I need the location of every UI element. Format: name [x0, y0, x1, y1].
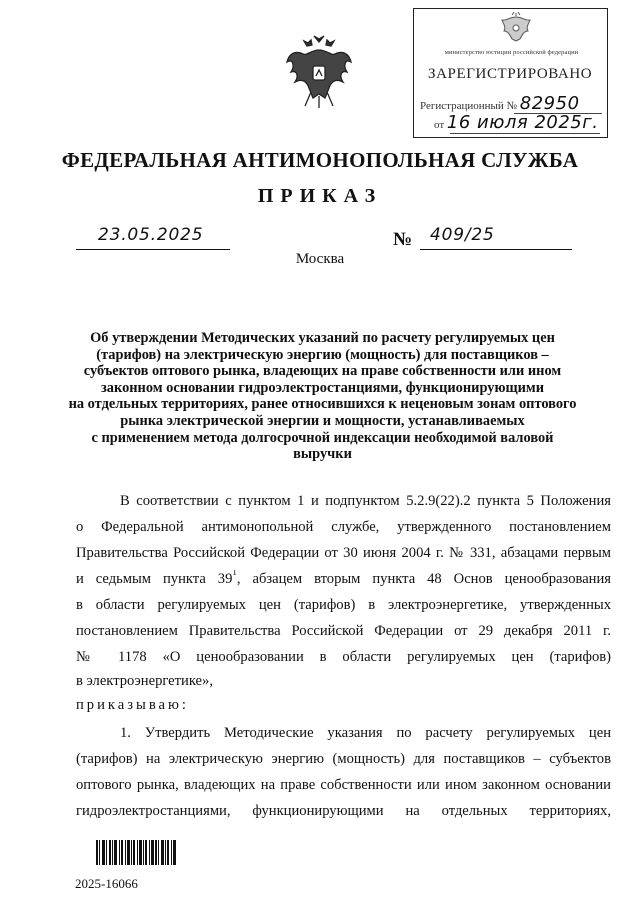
number-underline — [420, 249, 572, 250]
body-line: гидроэлектростанциями, функционирующими на отдельных территориях, — [76, 803, 611, 819]
subject-line: (тарифов) на электрическую энергию (мощность) для поставщиков – — [96, 346, 549, 363]
body-line — [76, 570, 611, 588]
document-registration-number: 2025-16066 — [75, 876, 138, 891]
registration-stamp — [413, 8, 608, 138]
subject-line: субъектов оптового рынка, владеющих на праве собственности или ином — [83, 363, 562, 380]
body-line: постановлением Правительства Российской Федерации от 29 декабря 2011 г. — [76, 623, 611, 639]
body-fragment: , абзацем вторым пункта 48 Основ ценообразования — [236, 571, 611, 587]
orders-word: приказываю: — [76, 697, 189, 713]
eagle-seal-icon — [496, 11, 536, 45]
document-type: ПРИКАЗ — [257, 185, 383, 207]
agency-title: ФЕДЕРАЛЬНАЯ АНТИМОНОПОЛЬНАЯ СЛУЖБА — [61, 148, 579, 172]
stamp-date-prefix: от — [434, 119, 445, 131]
body-line: 1. Утвердить Методические указания по расчету регулируемых цен — [120, 725, 611, 741]
subject-line: Об утверждении Методических указаний по расчету регулируемых цен — [90, 330, 555, 346]
body-line: в области регулируемых цен (тарифов) в электроэнергетике, утвержденных — [76, 597, 611, 613]
stamp-registered-text: ЗАРЕГИСТРИРОВАНО — [428, 66, 593, 82]
order-subject — [60, 330, 585, 463]
stamp-reg-number-label: Регистрационный № — [420, 100, 518, 112]
footnote-mark: 1 — [232, 570, 237, 578]
subject-line: рынка электрической энергии и мощности, устанавливаемых — [120, 412, 525, 429]
order-number: 409/25 — [430, 225, 495, 245]
barcode-icon — [96, 840, 176, 865]
body-line: (тарифов) на электрическую энергию (мощность) для поставщиков – субъектов — [76, 751, 611, 767]
stamp-ministry-text: министерство юстиции российской федерации — [444, 49, 579, 56]
order-date: 23.05.2025 — [98, 225, 204, 245]
body-line: № 1178 «О ценообразовании в области регулируемых цен (тарифов) — [76, 649, 611, 665]
body-fragment: и седьмым пункта 39 — [76, 571, 233, 587]
body-line: В соответствии с пунктом 1 и подпунктом 5.2.9(22).2 пункта 5 Положения — [120, 493, 611, 509]
subject-line: выручки — [293, 446, 352, 463]
stamp-date-row — [434, 112, 598, 133]
subject-line: с применением метода долгосрочной индексации необходимой валовой — [91, 429, 554, 446]
stamp-reg-number-value: 82950 — [519, 93, 580, 114]
body-line: оптового рынка, владеющих на праве собственности или ином законном основании — [76, 777, 611, 793]
stamp-reg-number-row — [420, 93, 580, 114]
city: Москва — [295, 251, 345, 267]
subject-line: законном основании гидроэлектростанциями, функционирующими — [100, 379, 545, 396]
body-line: в электроэнергетике», — [76, 673, 213, 689]
body-line: Правительства Российской Федерации от 30 июня 2004 г. № 331, абзацами первым — [76, 545, 611, 561]
double-headed-eagle-icon — [283, 32, 355, 112]
date-underline — [76, 249, 230, 250]
stamp-underline — [450, 133, 600, 134]
body-line: о Федеральной антимонопольной службе, утвержденного постановлением — [76, 519, 611, 535]
stamp-date-value: 16 июля 2025г. — [446, 112, 599, 133]
order-number-label: № — [393, 229, 413, 250]
subject-line: на отдельных территориях, ранее относившихся к неценовым зонам оптового — [68, 396, 577, 413]
